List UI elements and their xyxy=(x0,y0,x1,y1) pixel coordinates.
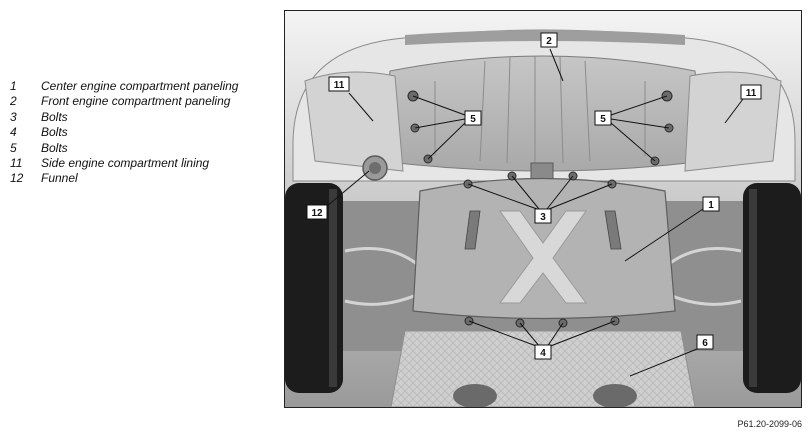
callout-6 xyxy=(697,335,713,349)
legend-label: Bolts xyxy=(41,109,68,124)
legend-item xyxy=(10,156,238,171)
left-tire-edge xyxy=(329,189,337,387)
underbody-illustration xyxy=(284,10,802,408)
underbody-drawing xyxy=(285,11,801,407)
callout-4 xyxy=(535,345,551,359)
svg-text:3: 3 xyxy=(540,212,546,223)
svg-text:11: 11 xyxy=(745,88,757,99)
legend-label: Center engine compartment paneling xyxy=(41,79,239,93)
svg-text:11: 11 xyxy=(333,80,345,91)
exhaust-left xyxy=(453,384,497,407)
legend-label: Side engine compartment lining xyxy=(41,155,210,170)
callout-2 xyxy=(541,33,557,47)
legend-label: Front engine compartment paneling xyxy=(41,94,231,109)
legend-number: 5 xyxy=(10,140,17,155)
svg-text:12: 12 xyxy=(311,208,323,219)
exhaust-right xyxy=(593,384,637,407)
callout-12 xyxy=(307,205,327,219)
parts-legend xyxy=(10,79,238,187)
legend-item xyxy=(10,171,238,186)
figure-reference-id: P61.20-2099-06 xyxy=(737,419,802,429)
funnel-hole xyxy=(369,162,381,174)
legend-label: Funnel xyxy=(41,171,78,186)
callout-11-left xyxy=(329,77,349,91)
callout-5-right xyxy=(595,111,611,125)
left-side-lining xyxy=(305,72,403,171)
legend-number: 3 xyxy=(10,109,17,124)
legend-item xyxy=(10,141,238,156)
svg-text:2: 2 xyxy=(546,36,552,47)
svg-text:5: 5 xyxy=(600,114,606,125)
legend-number: 11 xyxy=(10,155,23,170)
legend-label: Bolts xyxy=(41,125,68,140)
svg-text:1: 1 xyxy=(708,200,714,211)
legend-number: 2 xyxy=(10,94,17,109)
svg-text:6: 6 xyxy=(702,338,708,349)
right-side-lining xyxy=(685,72,781,171)
right-tire-edge xyxy=(749,189,757,387)
callout-11-right xyxy=(741,85,761,99)
callout-3 xyxy=(535,209,551,223)
legend-number: 12 xyxy=(10,171,24,186)
legend-item xyxy=(10,79,238,94)
legend-item xyxy=(10,125,238,140)
svg-text:5: 5 xyxy=(470,114,476,125)
front-engine-paneling xyxy=(380,56,705,171)
legend-item xyxy=(10,110,238,125)
legend-item xyxy=(10,94,238,109)
legend-label: Bolts xyxy=(41,140,68,155)
mesh-plate xyxy=(391,331,695,407)
legend-number: 4 xyxy=(10,125,17,140)
callout-1 xyxy=(703,197,719,211)
legend-number: 1 xyxy=(10,79,17,93)
svg-text:4: 4 xyxy=(540,348,546,359)
callout-5-left xyxy=(465,111,481,125)
